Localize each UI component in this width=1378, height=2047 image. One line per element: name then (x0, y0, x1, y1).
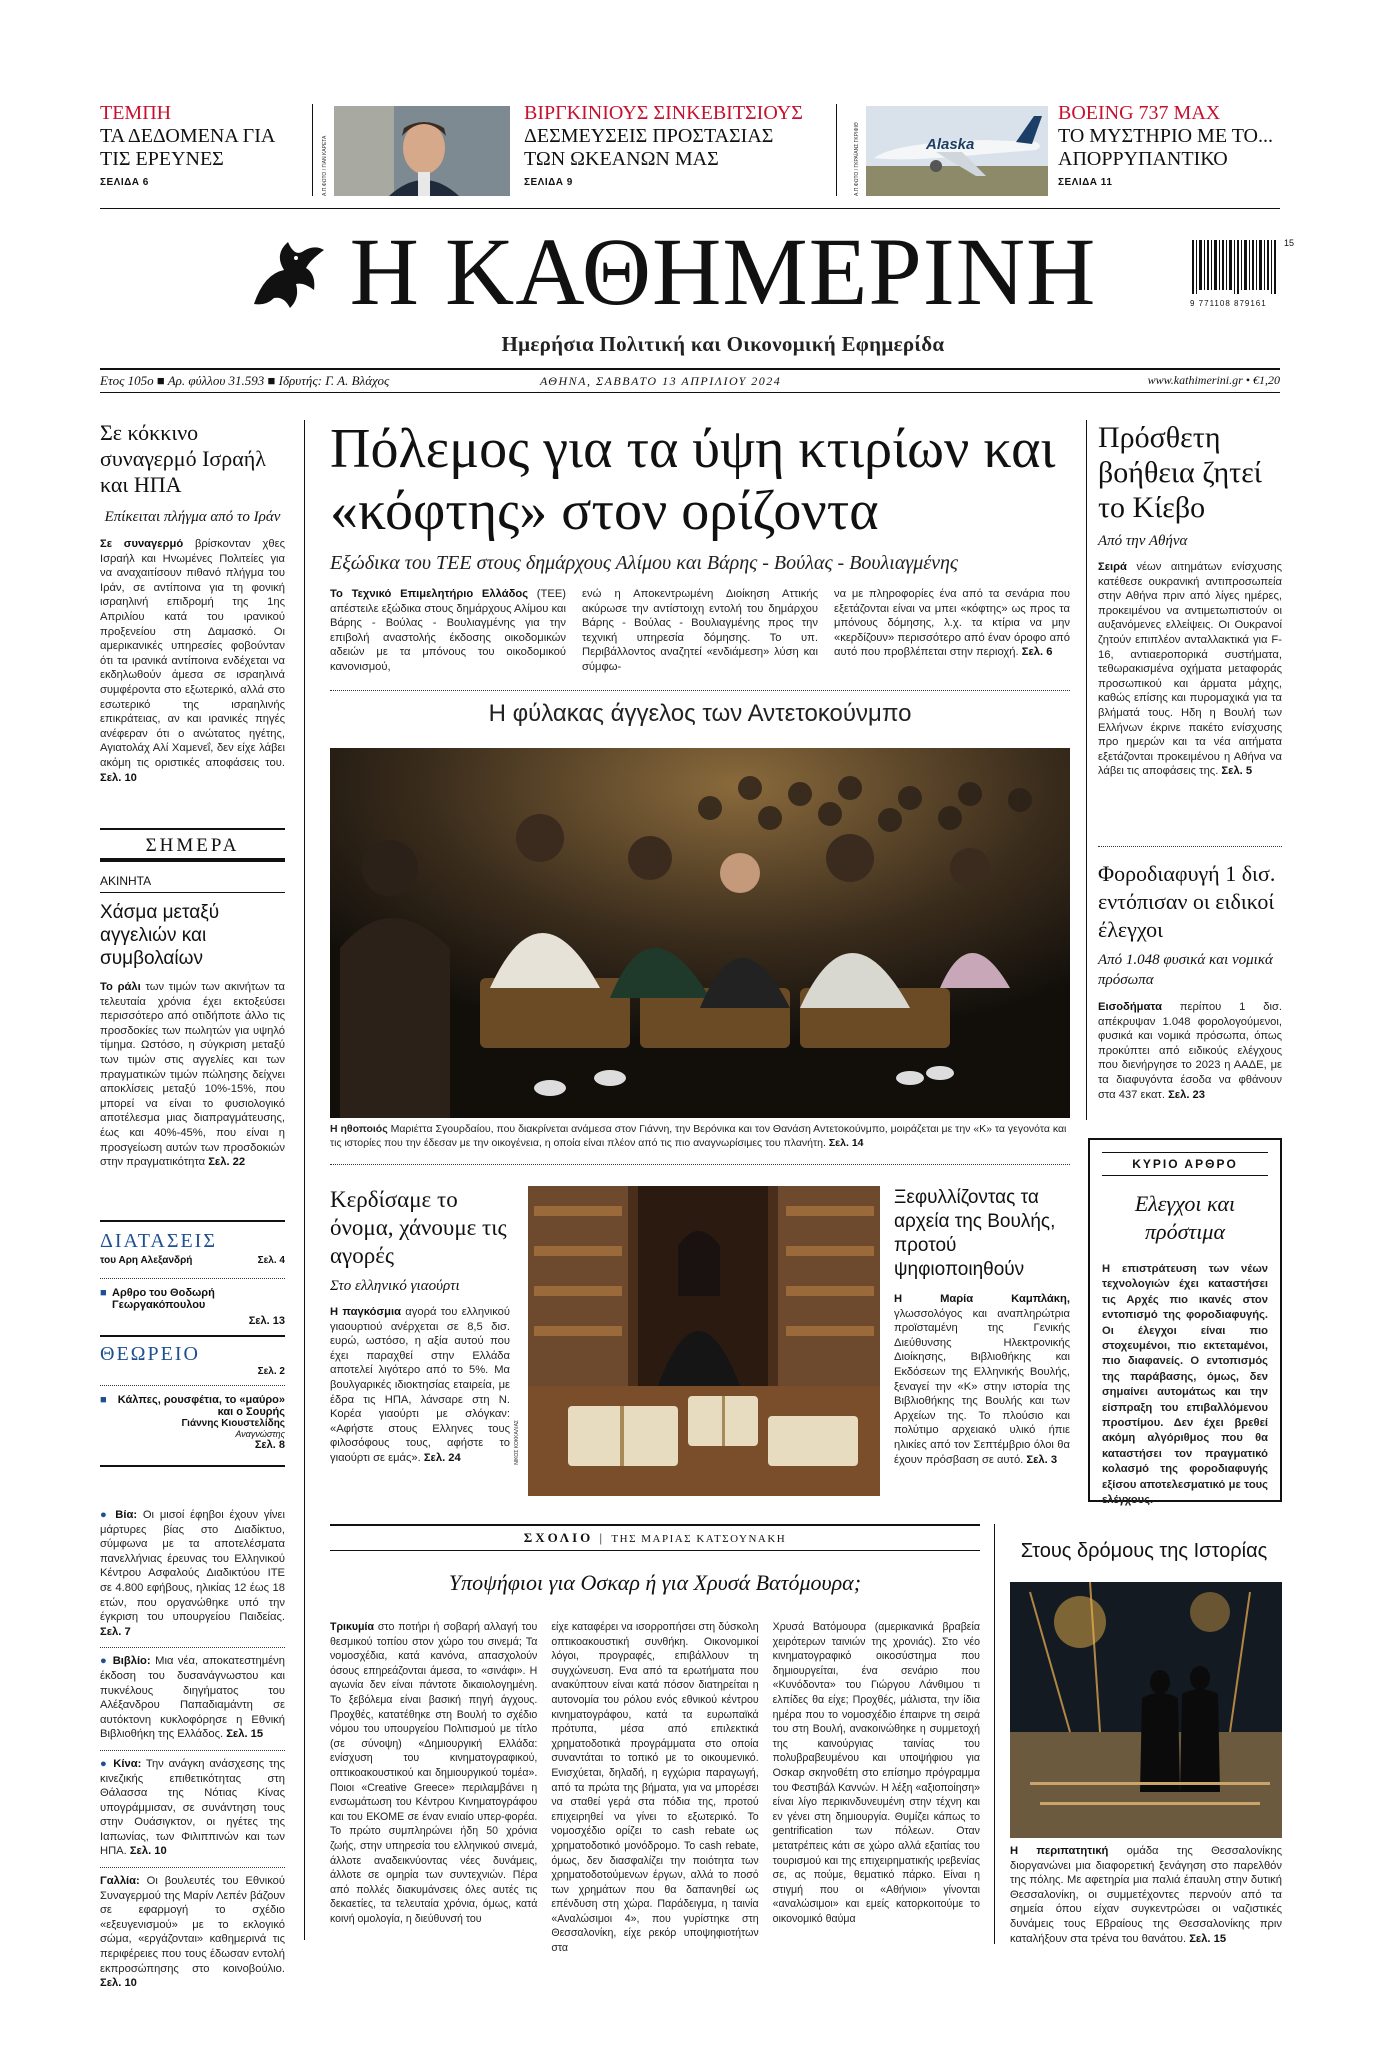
story-title: Κερδίσαμε το όνομα, χάνουμε τις αγορές (330, 1187, 507, 1268)
story-body (100, 980, 285, 1170)
story-sub: Από την Αθήνα (1098, 533, 1188, 549)
main-col-2: ενώ η Αποκεντρωμένη Διοίκηση Αττικής ακύρωσε την αντίστοιχη εντολή του δημάρχου Βάρης - Βούλας - Βουλιαγμένης προς την τεχνική υπηρεσία δόμησης. Το υπ. Περιβάλλοντος αναζητεί «ενδιάμεση» λύση και σύμφω- (582, 588, 818, 673)
night-photo (1010, 1582, 1282, 1838)
scholio-col-2: είχε καταφέρει να ισορροπήσει στη δύσκολη οπτικοακουστική συνθήκη. Οικονομικοί λόγοι, προγραφές, επιβάλλουν τη συγχώνευση. Ενα από τα ερωτήματα που ανακύπτουν είναι κατά πόσον διατηρείται η αυτονομία του ρόλου ενός εθνικού κέντρου κινηματογράφου, κατά τα ευρωπαϊκά πρότυπα, μέσα από επιλεκτικά χρηματοδοτικά προγράμματα στο οποία συναντάται το τοπικό με το οικουμενικό. Ενισχύεται, δηλαδή, η εγχώρια παραγωγή, από τα πρώτα της βήματα, για να μπορέσει να σταθεί γερά στα πόδια της, προτού επιχειρηθεί να γίνει το εξωτερικό. Το νομοσχέδιο ορίζει το cash rebate ως χρηματοδοτικό μονόδρομο. Το cash rebate, όμως, δεν διασφαλίζει την ποιότητα των χρηματοδοτούμενων έργων, αλλά το ποσό των χρημάτων που θα δαπανηθεί ως επένδυση στη χώρα. Παράδειγμα, η ταινία «Αναλώσιμοι 4», που γυρίστηκε στη Θεσσαλονίκη, είχε ρεκόρ υποψηφιοτήτων στα (551, 1621, 759, 1955)
column-article[interactable] (100, 1394, 285, 1451)
column-title-theoreio[interactable]: ΘΕΩΡΕΙΟ (100, 1343, 200, 1365)
teaser-page: ΣΕΛΙΔΑ 6 (100, 177, 149, 188)
page-ref: Σελ. 4 (257, 1255, 285, 1266)
page-ref: Σελ. 5 (1221, 765, 1253, 778)
section-label: ΑΚΙΝΗΤΑ (100, 874, 152, 888)
teaser-kicker: ΒΙΡΓΚΙΝΙΟΥΣ ΣΙΝΚΕΒΙΤΣΙΟΥΣ (524, 102, 803, 124)
story-body (100, 537, 285, 785)
main-headline: Πόλεμος για τα ύψη κτιρίων και «κόφτης» στον ορίζοντα (330, 418, 1056, 542)
main-col-3 (834, 587, 1070, 675)
brief-lead: Κίνα: (113, 1757, 142, 1770)
brief-lead: Βιβλίο: (112, 1655, 151, 1668)
page-ref: Σελ. 23 (1168, 1088, 1205, 1101)
yogurt-story[interactable] (330, 1186, 510, 1466)
story-body (1098, 1000, 1282, 1102)
column-article[interactable] (100, 1287, 285, 1327)
photo-credit: Α.Π.ΦΩΤΟ / ΓΙΑΝ ΚΑΡΕΤΑ (322, 135, 328, 196)
right-top-story[interactable] (1098, 420, 1282, 779)
night-story-body (1010, 1844, 1282, 1946)
editorial-title: Ελεγχοι και πρόστιμα (1134, 1191, 1236, 1244)
page-ref: Σελ. 22 (208, 1156, 246, 1169)
story-text: βρίσκονταν χθες Ισραήλ και Ηνωμένες Πολιτείες για να αναχαιτίσουν πιθανό πλήγμα του Ιράν, σε αντίποινα για τη φονική ισραηλινή επιδρομή της 1ης Απριλίου κατά του ιρανικού προξενείου στη Δαμασκό. Οι αμερικανικές υπηρεσίες φοβούνταν ότι τα ιρανικά αντίποινα ενδέχεται να εκδηλωθούν άμεσα σε ισραηλινά συμφέροντα στο εξωτερικό, αλλά στο εσωτερικό της ισραηλινής επικράτειας, αν και ιρανικές πηγές ανέφεραν ότι ο ανώτατος ηγέτης, Αγιατολάχ Αλί Χαμενεΐ, δεν είχε λάβει ακόμη τις οριστικές αποφάσεις του. (100, 538, 286, 769)
main-story[interactable] (330, 418, 1070, 675)
photo-credit: Α.Π.ΦΩΤΟ / ΓΚΡΑΪΑΝΣ ΓΚΡΙΦΙΘ (854, 122, 860, 196)
teaser-title: ΔΕΣΜΕΥΣΕΙΣ ΠΡΟΣΤΑΣΙΑΣ ΤΩΝ ΩΚΕΑΝΩΝ ΜΑΣ (524, 125, 774, 170)
story-lead: Τρικυμία (330, 1621, 374, 1633)
story-title: Ξεφυλλίζοντας τα αρχεία της Βουλής, προτού ψηφιοποιηθούν (894, 1187, 1056, 1280)
library-story[interactable] (894, 1186, 1070, 1467)
scholio-body (330, 1620, 980, 1956)
story-text: γλωσσολόγος και αναπληρώτρια προϊσταμένη της Γενικής Διεύθυνσης Ηλεκτρονικής Διοίκησης, Βιβλιοθήκης και Εκδόσεων της Ελληνικής Βουλής, ξεναγεί την «Κ» στην ιστορία της Βιβλιοθήκης της Βουλής και των Αρχείων της. Το πλούσιο και πολύτιμο αρχειακό υλικό ήπιε ηλικίες από τον Σεπτέμβριο όλοι θα έχουν πρόσβαση σε αυτό. (894, 1307, 1070, 1466)
editorial-label: ΚΥΡΙΟ ΑΡΘΡΟ (1102, 1152, 1268, 1176)
divider (1098, 846, 1282, 847)
story-sub: Από 1.048 φυσικά και νομικά πρόσωπα (1098, 952, 1273, 988)
story-text: αγορά του ελληνικού γιαουρτιού ανέρχεται σε 8,5 δισ. ευρώ, ωστόσο, η αξία αυτού που έχει παραχθεί στην Ελλάδα αποτελεί λιγότερο από το 5%. Μα βουλγαρικές ιδιοκτησίας εταιρεία, με έδρα τις ΗΠΑ, λάνσαρε στη Ν. Κορέα γιαούρτι με σλόγκαν: «Αφήστε στους Ελληνες τους φιλοσόφους τους, αφήστε το γιαούρτι σε εμάς». (330, 1306, 510, 1464)
library-photo (528, 1186, 880, 1496)
main-subheadline: Εξώδικα του ΤΕΕ στους δημάρχους Αλίμου και Βάρης - Βούλας - Βουλιαγμένης (330, 552, 959, 574)
story-text: των τιμών των ακινήτων τα τελευταία χρόνια έχει εκτοξεύσει περισσότερο από οτιδήποτε άλλο τις προσδοκίες των πωλητών για υψηλό τίμημα. Ωστόσο, η σύγκριση μεταξύ των τιμών στις αγγελίες και των πραγματικών τιμών πώλησης δείχνει αποκλίσεις μεταξύ 10%-15%, που μπορεί να είναι το φυσιολογικό αποτέλεσμα μιας διαπραγμάτευσης, έως και 40%-45%, που είναι η προσγείωση αυτών των προσδοκιών στην πραγματικότητα (100, 981, 285, 1169)
article-author: Γιάννης Κιουστελίδης (181, 1418, 285, 1429)
editorial-box[interactable] (1088, 1138, 1282, 1507)
page-ref: Σελ. 10 (129, 1845, 167, 1858)
teaser-kicker: BOEING 737 MAX (1058, 102, 1221, 124)
editorial-body: Η επιστράτευση των νέων τεχνολογιών έχει καταστήσει τις Αρχές πιο ικανές στον εντοπισμό της φοροδιαφυγής. Οι έλεγχοι είναι πιο στοχευμένοι, πιο εκτεταμένοι, πιο διαφανείς. Ο εντοπισμός της παράβασης, όμως, δεν σημαίνει αυτομάτως και την είσπραξη του επιβαλλόμενου προστίμου. Δεν έχει βρεθεί ακόμη αλγόριθμος που θα καταστήσει τον πραγματικό κολασμό της φοροδιαφυγής εξίσου αποτελεσματικό με τους ελέγχους. (1102, 1263, 1268, 1507)
divider (304, 420, 305, 1940)
today-label: ΣΗΜΕΡΑ (145, 835, 240, 856)
story-body (894, 1292, 1070, 1467)
story-title: Σε κόκκινο συναγερμό Ισραήλ και ΗΠΑ (100, 420, 266, 497)
bullet-icon: ● (100, 1655, 113, 1668)
page-ref: Σελ. 14 (828, 1137, 864, 1149)
teaser-2[interactable] (524, 102, 824, 188)
divider (100, 392, 1280, 393)
story-lead: Η παγκόσμια (330, 1306, 401, 1318)
photo-story-headline[interactable]: Η φύλακας άγγελος των Αντετοκούνμπο (488, 700, 912, 727)
bullet-icon: ● (100, 1757, 114, 1770)
scholio-label: ΣΧΟΛΙΟ (523, 1530, 594, 1545)
today-box (100, 828, 285, 862)
story-text: ομάδα της Θεσσαλονίκης διοργανώνει μια διαφορετική ξενάγηση στο παρελθόν της πόλης. Με αφετηρία μια παλιά έπαυλη στην δυτική Θεσσαλονίκη, οι συμμετέχοντες περνούν από τα σημεία όπου είχαν συγκεντρώσει οι ναζιστικές δυνάμεις τους Εβραίους της Θεσσαλονίκης πριν καταλήξουν στα τρένα του θανάτου. (1010, 1845, 1282, 1945)
article-author-role: Αναγνώστης (235, 1429, 285, 1439)
divider (330, 1550, 980, 1551)
story-lead: Σειρά (1098, 561, 1127, 573)
story-title: Φοροδιαφυγή 1 δισ. εντόπισαν οι ειδικοί έλεγχοι (1098, 861, 1276, 942)
teaser-1[interactable] (100, 102, 300, 188)
today-story[interactable] (100, 874, 285, 1170)
teaser-title: ΤΑ ΔΕΔΟΜΕΝΑ ΓΙΑ ΤΙΣ ΕΡΕΥΝΕΣ (100, 125, 275, 170)
left-top-story[interactable] (100, 420, 285, 785)
story-text: στο ποτήρι ή σοβαρή αλλαγή του θεσμικού τοπίου στον χώρο του σινεμά; Τα νομοσχέδια, κατά κανόνα, απασχολούν όσους επηρεάζονται άμεσα, το «σινάφι». Η αγωνία δεν είναι πάντοτε δικαιολογημένη. Το ξεβόλεμα είναι βασική πηγή άγχους. Προχθές, κατατέθηκε στη Βουλή το σχέδιο νόμου του υπουργείου Πολιτισμού με τίτλο (σε σύνοψη) «Δημιουργική Ελλάδα: ενίσχυση του κινηματογραφικού, οπτικοακουστικού και δημιουργικού τομέα». Ποιοι «Creative Greece» περιλαμβάνει η ενσωμάτωση του Κέντρου Κινηματογράφου και του ΕΚΟΜΕ σε έναν ενιαίο υπερ-φορέα. Το πρώτο συμπληρώνει ήδη 50 χρόνια ζωής, στην υπηρεσία του ελληνικού σινεμά, άλλοτε αναδεικνύοντας νέες δυνάμεις, άλλοτε σε ομηρία των συντεχνιών. Πέρα από πολλές διακυμάνσεις όλες αυτές τις δεκαετίες, τα τελευταία χρόνια, όμως, κατά κοινή ομολογία, η διεύθυνσή του (330, 1621, 538, 1925)
caption-lead: Η ηθοποιός (330, 1123, 388, 1135)
story-lead: Το Τεχνικό Επιμελητήριο Ελλάδος (330, 588, 529, 600)
page-ref: Σελ. 24 (423, 1451, 461, 1464)
column-author: του Αρη Αλεξανδρή (100, 1255, 193, 1266)
page-ref: Σελ. 15 (226, 1728, 264, 1741)
scholio-title[interactable]: Υποψήφιοι για Οσκαρ ή για Χρυσά Βατόμουρα; (448, 1570, 862, 1595)
teaser-kicker: ΤΕΜΠΗ (100, 102, 172, 124)
story-title: Χάσμα μεταξύ αγγελιών και συμβολαίων (100, 902, 220, 969)
portrait-illustration (334, 106, 510, 196)
bullet-icon: ■ (100, 1394, 107, 1406)
divider (100, 368, 1280, 370)
teaser-photo-portrait (334, 106, 510, 196)
page-ref: Σελ. 7 (100, 1625, 131, 1638)
divider (994, 1524, 995, 1944)
griffin-logo (244, 234, 328, 314)
bullet-icon: ● (100, 1509, 116, 1521)
divider (330, 690, 1070, 691)
page-ref: Σελ. 13 (248, 1315, 285, 1327)
story-text: περίπου 1 δισ. απέκρυψαν 1.048 φορολογούμενοι, φυσικά και νομικά πρόσωπα, όπως προκύπτει από ειδικούς ελέγχους που διενήργησε το 2023 η ΑΑΔΕ, με τα διαφυγόντα έσοδα να φθάνουν στα 437 εκατ. (1098, 1001, 1282, 1101)
divider (312, 104, 313, 196)
article-title: Κάλπες, ρουσφέτια, το «μαύρο» και ο Σουρής (117, 1394, 285, 1418)
story-body (1098, 560, 1282, 779)
scholio-col-3: Χρυσά Βατόμουρα (αμερικανικά βραβεία χειρότερων ταινιών της χρονιάς). Στο νέο κινηματογραφικό οικοσύστημα που δημιουργείται, ένα σενάριο που «Κυνόδοντα» του Γιώργου Λάνθιμου τι ελπίδες θα είχε; Προχθές, μάλιστα, την ίδια ημέρα που το νομοσχέδιο έπαιρνε τη σειρά του στη Βουλή, ανακοινώθηκε η συμμετοχή της καινούργιας ταινίας του πολυβραβευμένου και υποψήφιου για Οσκαρ σκηνοθέτη στο επίσημο πρόγραμμα του Φεστιβάλ Καννών. Η λέξη «αξιοποίηση» είναι λίγο περικινδυνευμένη στην τέχνη και εν γένει στη δημιουργία. Θυμίζει κάπως το gentrification των πόλεων. Οταν μετατρέπεις κάτι σε χώρο αλλά εξαιτίας του τουρισμού και της επιχειρηματικής ιρεβενίας σε, ας πούμε, θεματικό πάρκο. Είναι η στιγμή που οι «Αθήνιοι» γίνονται «αναλώσιμοι» και εμείς κατορκοιτούμε το οικονομικό θαύμα (772, 1621, 980, 1925)
scholio-header: ΣΧΟΛΙΟ | ΤΗΣ ΜΑΡΙΑΣ ΚΑΤΣΟΥΝΑΚΗ (523, 1530, 787, 1545)
main-body (330, 587, 1070, 675)
night-story-title[interactable]: Στους δρόμους της Ιστορίας (1020, 1540, 1268, 1562)
scholio-col-1 (330, 1620, 537, 1956)
column-title-diataseis[interactable]: ΔΙΑΤΑΣΕΙΣ (100, 1230, 217, 1252)
brief-item[interactable] (100, 1757, 285, 1859)
brief-lead: Γαλλία: (100, 1875, 140, 1888)
masthead-title: Η ΚΑΘΗΜΕΡΙΝΗ (349, 218, 1097, 325)
brief-item[interactable] (100, 1654, 285, 1742)
barcode (1190, 240, 1282, 308)
right-mid-story[interactable] (1098, 860, 1282, 1102)
brief-item[interactable] (100, 1874, 285, 1991)
story-text: (ΤΕΕ) απέστειλε εξώδικα στους δημάρχους Αλίμου και Βάρης - Βούλας - Βουλιαγμένης για την επιβολή αναστολής έκδοσης οικοδομικών αδειών με τα μπόνους του οικοδομικού κανονισμού, (330, 588, 567, 673)
story-title: Πρόσθετη βοήθεια ζητεί το Κίεβο (1098, 421, 1262, 524)
teaser-photo-airplane (866, 106, 1048, 196)
page-ref: Σελ. 10 (100, 1977, 137, 1990)
story-lead: Η Μαρία Καμπλάκη, (894, 1293, 1070, 1305)
website-price: www.kathimerini.gr • €1,20 (1147, 373, 1280, 387)
divider (330, 1164, 1070, 1165)
brief-lead: Βία: (115, 1509, 138, 1521)
page-ref: Σελ. 2 (257, 1366, 285, 1377)
teaser-3[interactable] (1058, 102, 1298, 188)
story-body (330, 1305, 510, 1466)
photo-caption (330, 1122, 1070, 1150)
page-ref: Σελ. 15 (1189, 1932, 1227, 1945)
brief-text: Μια νέα, αποκατεστημένη έκδοση του δυσανάγνωστου και πυκνέλους διηγήματος του Αλέξανδρου Παπαδιαμάντη σε αυτόκτονη κυκλοφόρησε η Εθνική Βιβλιοθήκη της Ελλάδος. (100, 1655, 285, 1741)
airplane-livery: Alaska (926, 136, 975, 153)
photo-credit: ΝΙΚΟΣ ΚΟΚΚΑΛΙΑΣ (514, 1420, 520, 1465)
story-lead: Σε συναγερμό (100, 538, 184, 550)
divider (836, 104, 837, 196)
columns-box (100, 1220, 285, 1467)
brief-text: Την ανάγκη ανάσχεσης της κινεζικής επιθετικότητας στη Θάλασσα της Νότιας Κίνας υπογράμμισαν, σε συνάντηση τους στην Ουάσιγκτον, οι ηγέτες της Ιαπωνίας, των Φιλιππινών και των ΗΠΑ. (100, 1757, 285, 1858)
main-col-1 (330, 587, 566, 675)
teaser-page: ΣΕΛΙΔΑ 11 (1058, 177, 1113, 188)
story-text: νέων αιτημάτων ενίσχυσης κατέθεσε ουκρανική αντιπροσωπεία στην Αθήνα πριν από λίγες ημέρες, προκειμένου να αντιμετωπιστούν οι αυξανόμενες ελλείψεις. Οι Ουκρανοί ζητούν επιπλέον ανταλλακτικά για F-16, αντιαεροπορικά συστήματα, τεθωρακισμένα οχήματα μεταφοράς προσωπικού και άρματα μάχης, καθώς επίσης και πυρομαχικά για τα βλήματά τους. Ηδη η Βουλή των Ελλήνων έκρινε πακέτο ενίσχυσης προ ημερών και τα νέα αιτήματα εξετάζονται προκειμένου η Αθήνα να λάβει τις αποφάσεις της. (1098, 561, 1282, 778)
barcode-number: 9 771108 879161 (1190, 299, 1267, 308)
story-text: να με πληροφορίες ένα από τα σενάρια που εξετάζονται είναι να μπει «κόφτης» ως προς τα μπόνους δόμησης, λ.χ. τα κτίρια να μην «κερδίζουν» περισσότερο από έναν όροφο από αυτό που προβλέπεται στην περιοχή. (834, 588, 1070, 659)
issue-date: ΑΘΗΝΑ, ΣΑΒΒΑΤΟ 13 ΑΠΡΙΛΙΟΥ 2024 (540, 374, 782, 388)
divider (330, 1524, 980, 1526)
brief-text: Οι βουλευτές του Εθνικού Συναγερμού της Μαρίν Λεπέν βάζουν σε εφαρμογή το σχέδιο «εξευγενισμού» με το εκλογικό σώμα, «εργάζονται» καθημερινά τις περιφέρειες που τους έδωσαν εντολή εκπροσώπησης στο κοινοβούλιο. (100, 1875, 285, 1975)
story-lead: Το ράλι (100, 981, 141, 993)
briefs-list (100, 1508, 285, 1991)
issue-info: Ετος 105ο ■ Αρ. φύλλου 31.593 ■ Ιδρυτής: Γ. Α. Βλάχος (100, 373, 390, 388)
story-lead: Εισοδήματα (1098, 1001, 1162, 1013)
story-sub: Επίκειται πλήγμα από το Ιράν (104, 509, 281, 525)
page-ref: Σελ. 3 (1026, 1453, 1058, 1466)
brief-text: Οι μισοί έφηβοι έχουν γίνει μάρτυρες βίας στο Διαδίκτυο, σύμφωνα με τα αποτελέσματα πανελλήνιας έρευνας του Ελληνικού Κέντρου Ασφαλούς Διαδικτύου ΙΤΕ σε 4.800 εφήβους, ηλικίας 12 έως 18 ετών, που οργανώθηκε υπό την έγκριση του υπουργείου Παιδείας. (100, 1509, 285, 1624)
story-sub: Στο ελληνικό γιαούρτι (330, 1278, 460, 1294)
divider (100, 208, 1280, 209)
divider (1086, 420, 1087, 1120)
story-lead: Η περιπατητική (1010, 1845, 1109, 1857)
teaser-title: ΤΟ ΜΥΣΤΗΡΙΟ ΜΕ ΤΟ... ΑΠΟΡΡΥΠΑΝΤΙΚΟ (1058, 125, 1273, 170)
audience-illustration (330, 748, 1070, 1118)
page-ref: Σελ. 10 (100, 771, 137, 784)
page-ref: Σελ. 6 (1021, 646, 1053, 659)
teaser-page: ΣΕΛΙΔΑ 9 (524, 177, 573, 188)
barcode-issue: 15 (1284, 238, 1295, 248)
night-street-illustration (1010, 1582, 1282, 1838)
page-ref: Σελ. 8 (254, 1439, 285, 1451)
masthead-subtitle: Ημερήσια Πολιτική και Οικονομική Εφημερίδα (501, 332, 945, 356)
scholio-author: ΤΗΣ ΜΑΡΙΑΣ ΚΑΤΣΟΥΝΑΚΗ (611, 1533, 787, 1545)
main-photo (330, 748, 1070, 1118)
caption-text: Μαριέττα Σγουρδαίου, που διακρίνεται ανάμεσα στον Γιάννη, την Βερόνικα και τον Θανάση Αντετοκούνμπο, μοιράζεται με την «Κ» τα γεγονότα και τις ιστορίες που την έδεσαν με την οικογένεια, η οποία είναι πλέον από τις πιο αναγνωρίσιμες του πλανήτη. (330, 1123, 1067, 1149)
library-illustration (528, 1186, 880, 1496)
bullet-icon: ■ (100, 1287, 107, 1299)
brief-item[interactable] (100, 1508, 285, 1639)
article-title: Αρθρο του Θοδωρή Γεωργακόπουλου (112, 1287, 215, 1311)
